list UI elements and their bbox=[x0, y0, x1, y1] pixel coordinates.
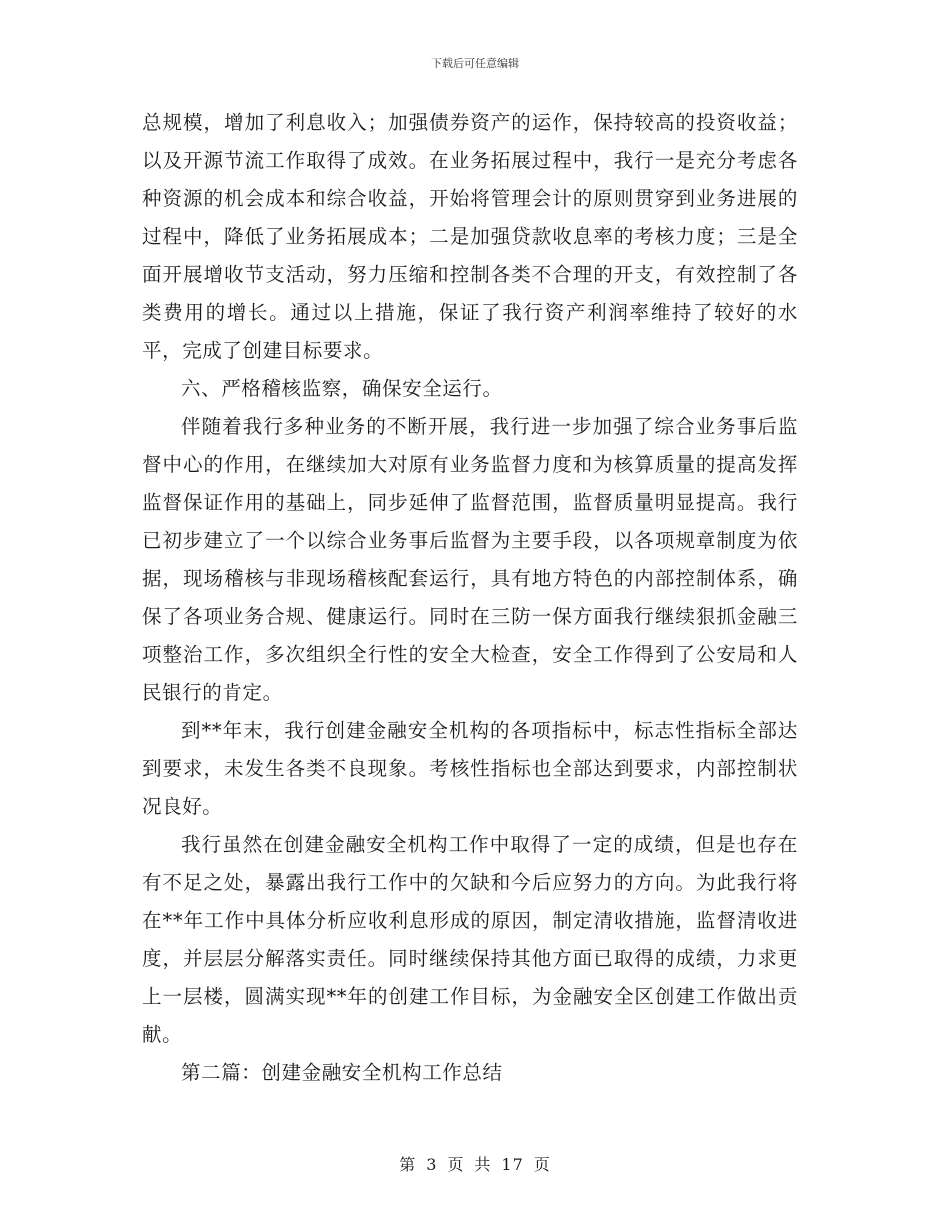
paragraph-shortcomings: 我行虽然在创建金融安全机构工作中取得了一定的成绩，但是也存在有不足之处，暴露出我行工作中的欠缺和今后应努力的方向。为此我行将在**年工作中具体分析应收利息形成的原因，制定清收措施，监督清收进度，并层层分解落实责任。同时继续保持其他方面已取得的成绩，力求更上一层楼，圆满实现**年的创建工作目标，为金融安全区创建工作做出贡献。 bbox=[142, 833, 798, 1046]
section-heading-six: 六、严格稽核监察，确保安全运行。 bbox=[181, 377, 503, 400]
page-footer bbox=[0, 1152, 950, 1175]
footer-suffix: 页 bbox=[533, 1155, 551, 1174]
footer-page-number: 3 bbox=[426, 1155, 438, 1174]
paragraph-audit: 伴随着我行多种业务的不断开展，我行进一步加强了综合业务事后监督中心的作用，在继续加大对原有业务监督力度和为核算质量的提高发挥监督保证作用的基础上，同步延伸了监督范围，监督质量明显提高。我行已初步建立了一个以综合业务事后监督为主要手段，以各项规章制度为依据，现场稽核与非现场稽核配套运行，具有地方特色的内部控制体系，确保了各项业务合规、健康运行。同时在三防一保方面我行继续狠抓金融三项整治工作，多次组织全行性的安全大检查，安全工作得到了公安局和人民银行的肯定。 bbox=[142, 415, 798, 704]
footer-prefix: 第 bbox=[399, 1155, 417, 1174]
page-header-note: 下载后可任意编辑 bbox=[431, 57, 519, 70]
footer-total-label: 共 bbox=[474, 1155, 492, 1174]
footer-page-label: 页 bbox=[447, 1155, 465, 1174]
chapter-heading-second: 第二篇：创建金融安全机构工作总结 bbox=[181, 1061, 503, 1084]
paragraph-continued: 总规模，增加了利息收入；加强债券资产的运作，保持较高的投资收益；以及开源节流工作取得了成效。在业务拓展过程中，我行一是充分考虑各种资源的机会成本和综合收益，开始将管理会计的原则贯穿到业务进展的过程中，降低了业务拓展成本；二是加强贷款收息率的考核力度；三是全面开展增收节支活动，努力压缩和控制各类不合理的开支，有效控制了各类费用的增长。通过以上措施，保证了我行资产利润率维持了较好的水平，完成了创建目标要求。 bbox=[142, 111, 798, 362]
footer-total-pages: 17 bbox=[501, 1155, 524, 1174]
document-body bbox=[142, 104, 798, 1092]
paragraph-year-end: 到**年末，我行创建金融安全机构的各项指标中，标志性指标全部达到要求，未发生各类不良现象。考核性指标也全部达到要求，内部控制状况良好。 bbox=[142, 719, 798, 818]
